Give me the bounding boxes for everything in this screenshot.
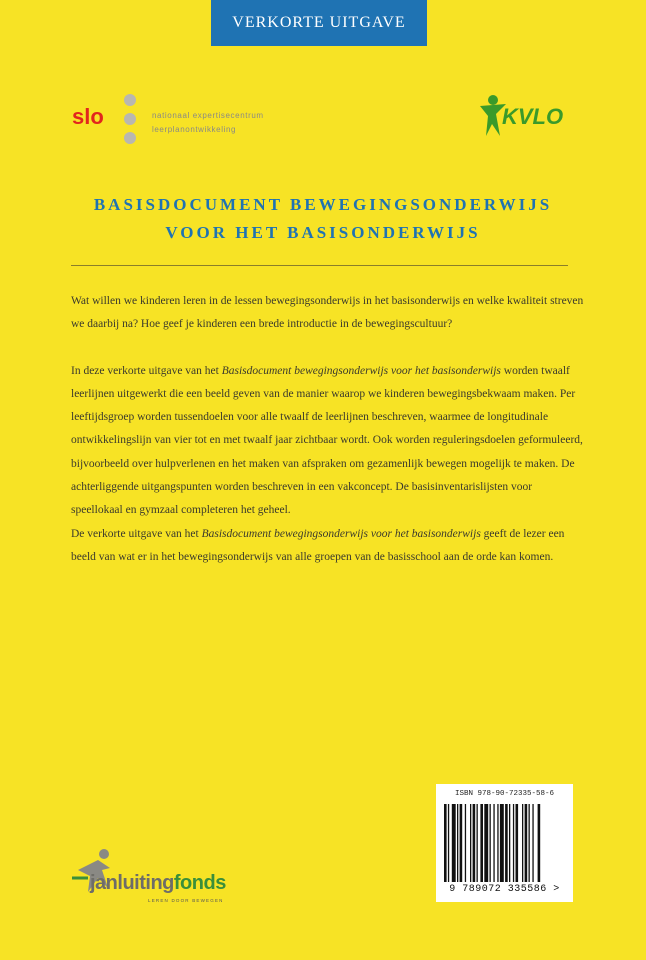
slo-tagline bbox=[152, 109, 264, 137]
slo-wordmark: slo bbox=[72, 104, 104, 129]
paragraph-intro: Wat willen we kinderen leren in de lessen bewegingsonderwijs in het basisonderwijs en welke kwaliteit streven we daarbij na? Hoe geef je kinderen een brede introductie in de bewegingscultuur? bbox=[71, 295, 584, 331]
title-line2: VOOR HET BASISONDERWIJS bbox=[165, 223, 481, 242]
paragraph-description: In deze verkorte uitgave van het Basisdocument bewegingsonderwijs voor het basisonderwijs worden twaalf leerlijnen uitgewerkt die een beeld geven van de manier waarop we kinderen bewegingsbekwaam maken. Per leeftijdsgroep worden tussendoelen voor alle twaalf de leerlijnen beschreven, waarmee de longitudinale ontwikkelingslijn van vier tot en met twaalf jaar zichtbaar wordt. Ook worden reguleringsdoelen geformuleerd, bijvoorbeeld over hulpverlenen en het maken van afspraken om gezamenlijk bewegen mogelijk te maken. De achterliggende uitgangspunten worden beschreven in een vakconcept. De basisinventarislijsten voor speellokaal en gymzaal completeren het geheel. bbox=[71, 364, 583, 517]
edition-banner: VERKORTE UITGAVE bbox=[211, 0, 427, 46]
fonds-wordmark: janluitingfonds bbox=[90, 872, 226, 894]
title-divider bbox=[71, 265, 568, 266]
janluitingfonds-logo bbox=[68, 848, 278, 908]
slo-logo bbox=[72, 94, 312, 144]
kvlo-wordmark: KVLO bbox=[502, 104, 564, 129]
isbn-label: ISBN 978-90-72335-58-6 bbox=[454, 790, 555, 798]
title-line1: BASISDOCUMENT BEWEGINGSONDERWIJS bbox=[93, 195, 553, 214]
barcode-digits: 9 789072 335586 > bbox=[449, 884, 560, 895]
fonds-tagline: LEREN DOOR BEWEGEN bbox=[148, 898, 224, 903]
body-text bbox=[71, 290, 586, 569]
paragraph-summary: De verkorte uitgave van het Basisdocument bewegingsonderwijs voor het basisonderwijs geeft de lezer een beeld van wat er in het bewegingsonderwijs van alle groepen van de basisschool aan de orde kan komen. bbox=[71, 527, 565, 563]
slo-dots-icon bbox=[124, 94, 138, 144]
kvlo-logo bbox=[478, 92, 578, 142]
slo-tagline-line2: leerplanontwikkeling bbox=[152, 125, 237, 134]
barcode-bars-icon bbox=[444, 804, 565, 884]
page-title bbox=[0, 191, 646, 247]
isbn-barcode bbox=[436, 784, 573, 902]
slo-tagline-line1: nationaal expertisecentrum bbox=[152, 111, 264, 120]
